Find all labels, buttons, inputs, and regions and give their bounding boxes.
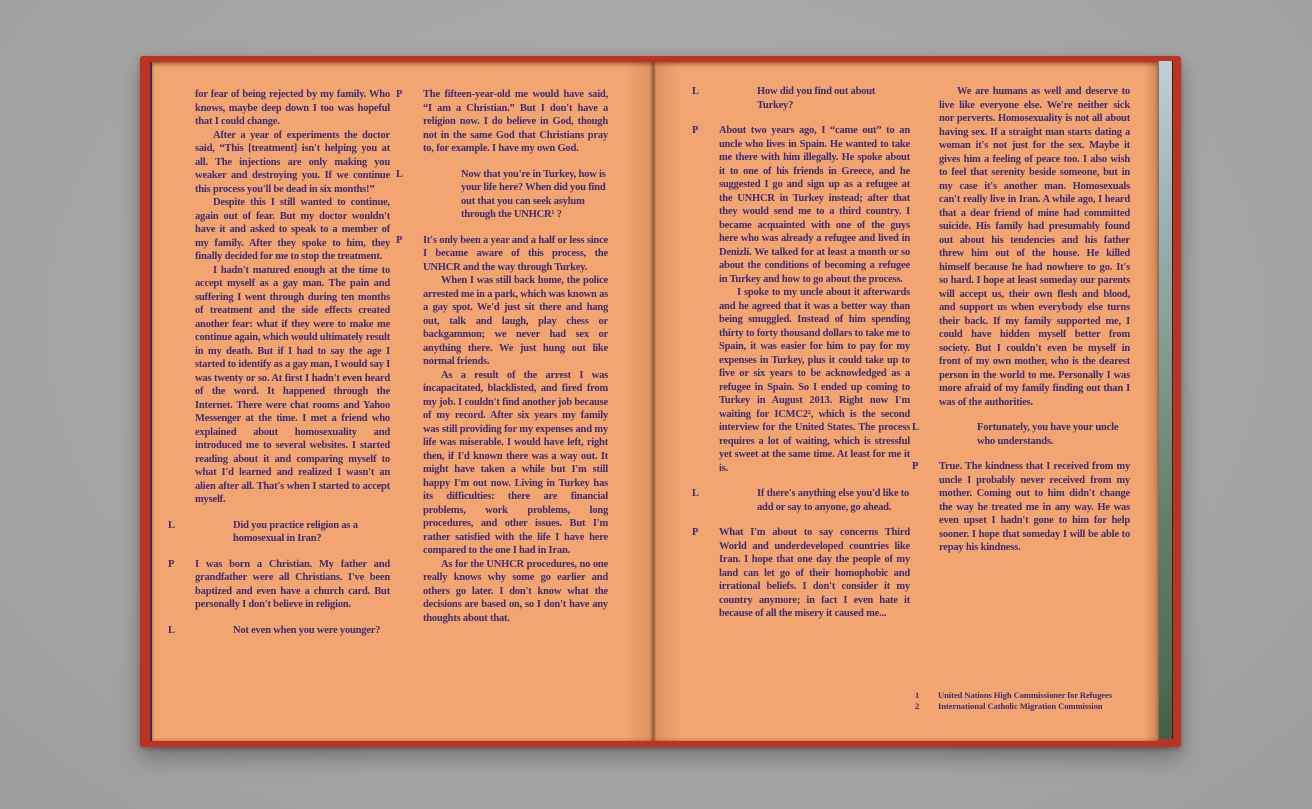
dialogue-entry [692, 124, 910, 475]
speaker-label: P [912, 461, 919, 472]
text-column-2 [396, 88, 608, 637]
dialogue-paragraph: Fortunately, you have your uncle who understands. [977, 422, 1119, 447]
dialogue-entry [168, 558, 390, 612]
page-curl-shading [1144, 62, 1158, 741]
dialogue-text [423, 88, 608, 156]
dialogue-entry [692, 487, 910, 514]
dialogue-entry [168, 624, 390, 638]
dialogue-text [195, 558, 390, 612]
dialogue-text [939, 85, 1130, 409]
dialogue-text [195, 88, 390, 507]
dialogue-entry [396, 234, 608, 626]
dialogue-text [719, 124, 910, 475]
speaker-label: P [168, 558, 175, 570]
speaker-label: P [692, 125, 699, 136]
dialogue-paragraph: What I'm about to say concerns Third World and underdeveloped countries like Iran. I hope that one day the people of my land can let go of their homophobic and irrational beliefs. I don't consider it my country anymore; in fact I even hate it because of all the misery it caused me... [719, 527, 910, 619]
page-edge-stack [1158, 61, 1173, 739]
dialogue-text [195, 519, 390, 546]
dialogue-paragraph: About two years ago, I “came out” to an uncle who lives in Spain. He wanted to take me there with him illegally. He spoke about it to one of his friends in Greece, and he suggested I go and sign up as a refugee at the UNHCR in Turkey instead; after that they would send me to a third country. I became acquainted with one of the guys here who was already a refugee and lived in Denizli. We talked for at least a month or so about the conditions of becoming a refugee in Turkey and how to go about the process. [719, 125, 910, 285]
speaker-label: L [396, 168, 403, 180]
speaker-label: P [396, 89, 403, 100]
dialogue-paragraph: We are humans as well and deserve to live like everyone else. We're neither sick nor perverts. Homosexuality is not all about having sex. If a straight man starts dating a woman it's not just for the sex. Maybe it gives him a feeling of peace too. I also wish to feel that serenity beside someone, but in my case it's another man. Homosexuals can't really live in Iran. A while ago, I heard that a dear friend of mine had committed suicide. His family had presumably found out about his tendencies and his father threw him out of the house. He killed himself because he had nowhere to go. It's so hard. I hope at least someday our parents will accept us, their own flesh and blood, and support us when everybody else turns their back. If my family supported me, I could have hidden myself better from society. But I couldn't even be myself in front of my own mother, who is the dearest person in the world to me. Personally I was more afraid of my family finding out than I was of the authorities. [939, 86, 1130, 408]
dialogue-paragraph: Despite this I still wanted to continue, again out of fear. But my doctor wouldn't have it and asked to speak to a member of my family. After they spoke to him, they finally decided for me to stop the treatment. [195, 197, 390, 262]
footnote-text: International Catholic Migration Commission [938, 701, 1103, 711]
dialogue-paragraph: After a year of experiments the doctor said, “This [treatment] isn't helping you at all. The injections are only making you weaker and destroying you. If we continue this process you'll be dead in six months!” [195, 129, 390, 195]
text-column-3 [692, 85, 910, 633]
dialogue-paragraph: I spoke to my uncle about it afterwards and he agreed that it was a better way than being smuggled. Instead of him spending thirty to forty thousand dollars to take me to Spain, it was easier for him to pay for my expenses in Turkey, plus it could take up to five or six years to be acknowledged as a refugee in Spain. So I ended up coming to Turkey in August 2013. Right now I'm waiting for ICMC2², which is the second interview for the United States. The process requires a lot of waiting, which is stressful yet sweet at the same time. At least for me it is. [719, 287, 910, 474]
dialogue-paragraph: for fear of being rejected by my family. Who knows, maybe deep down I too was hopeful that I could change. [195, 89, 390, 127]
dialogue-paragraph: It's only been a year and a half or less since I became aware of this process, the UNHCR and the way through Turkey. [423, 234, 608, 273]
speaker-label [912, 85, 939, 409]
footnote-item [915, 690, 1167, 701]
dialogue-text [195, 624, 390, 638]
speaker-label: L [168, 519, 175, 531]
dialogue-text [939, 421, 1130, 448]
speaker-label: L [692, 488, 699, 499]
speaker-label: P [692, 527, 699, 538]
speaker-label: L [912, 422, 919, 433]
dialogue-paragraph: As for the UNHCR procedures, no one really knows why some go earlier and others go later. I don't know what the decisions are based on, so I don't have any thoughts about that. [423, 558, 608, 624]
dialogue-entry [396, 168, 608, 222]
footnotes [915, 690, 1167, 712]
dialogue-entry [692, 85, 910, 112]
footnote-number: 1 [915, 690, 920, 700]
dialogue-entry [912, 421, 1130, 448]
dialogue-entry [912, 460, 1130, 555]
dialogue-paragraph: When I was still back home, the police arrested me in a park, which was known as a gay spot. We'd just sit there and hang out, talk and laugh, play chess or backgammon; we never had sex or anything there. We just hung out like normal friends. [423, 275, 608, 367]
dialogue-paragraph: Did you practice religion as a homosexual in Iran? [233, 519, 358, 544]
dialogue-text [719, 487, 910, 514]
footnote-item [915, 701, 1167, 712]
dialogue-entry [168, 88, 390, 507]
text-column-4 [912, 85, 1130, 567]
dialogue-paragraph: As a result of the arrest I was incapacitated, blacklisted, and fired from my job. I couldn't find another job because of my record. After six years my family was still providing for my expenses and my life was miserable. I would have left, right then, if I'd known there was a way out. It might have taken a while but I'm still happy I'm out now. Living in Turkey has its difficulties: there are financial problems, work problems, long procedures, and other issues. But I'm rather satisfied with the life I have here compared to the one I had in Iran. [423, 369, 608, 556]
dialogue-text [423, 234, 608, 626]
dialogue-text [939, 460, 1130, 555]
dialogue-text [719, 85, 910, 112]
footnote-number: 2 [915, 701, 920, 711]
dialogue-text [719, 526, 910, 621]
dialogue-paragraph: I was born a Christian. My father and grandfather were all Christians. I've been baptized and even have a church card. But personally I don't believe in religion. [195, 558, 390, 610]
dialogue-paragraph: Not even when you were younger? [233, 624, 381, 636]
dialogue-paragraph: If there's anything else you'd like to add or say to anyone, go ahead. [757, 488, 910, 513]
speaker-label: P [396, 234, 403, 246]
footnote-text: United Nations High Commissioner for Refugees [938, 690, 1112, 700]
dialogue-text [423, 168, 608, 222]
dialogue-paragraph: Now that you're in Turkey, how is your life here? When did you find out that you can seek asylum through the UNHCR¹ ? [461, 168, 606, 220]
dialogue-paragraph: I hadn't matured enough at the time to accept myself as a gay man. The pain and suffering I went through during ten months of treatment and the side effects created another fear: what if they were to make me continue again, which would ultimately result in my death. But if I had to say the age I started to identify as a gay man, I would say I was twenty or so. At first I hadn't even heard of the word. It happened through the Internet. There were chat rooms and Yahoo Messenger at the time. I met a friend who explained about homosexuality and introduced me to several websites. I started reading about it and comparing myself to what I'd learned and realized I wasn't an alien after all. That's when I started to accept myself. [195, 264, 390, 505]
dialogue-paragraph: The fifteen-year-old me would have said, “I am a Christian.” But I don't have a religion now. I do believe in God, though not in the same God that Christians pray to, for example. I have my own God. [423, 89, 608, 154]
speaker-label: L [692, 86, 699, 97]
speaker-label: L [168, 624, 175, 636]
speaker-label [168, 88, 195, 507]
dialogue-paragraph: How did you find out about Turkey? [757, 86, 876, 111]
dialogue-paragraph: True. The kindness that I received from my uncle I probably never received from my mother. Coming out to him didn't change the way he treated me in any way. He was even upset I hadn't gone to him for help sooner. I hope that someday I will be able to repay his kindness. [939, 461, 1130, 553]
dialogue-entry [168, 519, 390, 546]
dialogue-entry [396, 88, 608, 156]
dialogue-entry [912, 85, 1130, 409]
text-column-1 [168, 88, 390, 649]
dialogue-entry [692, 526, 910, 621]
